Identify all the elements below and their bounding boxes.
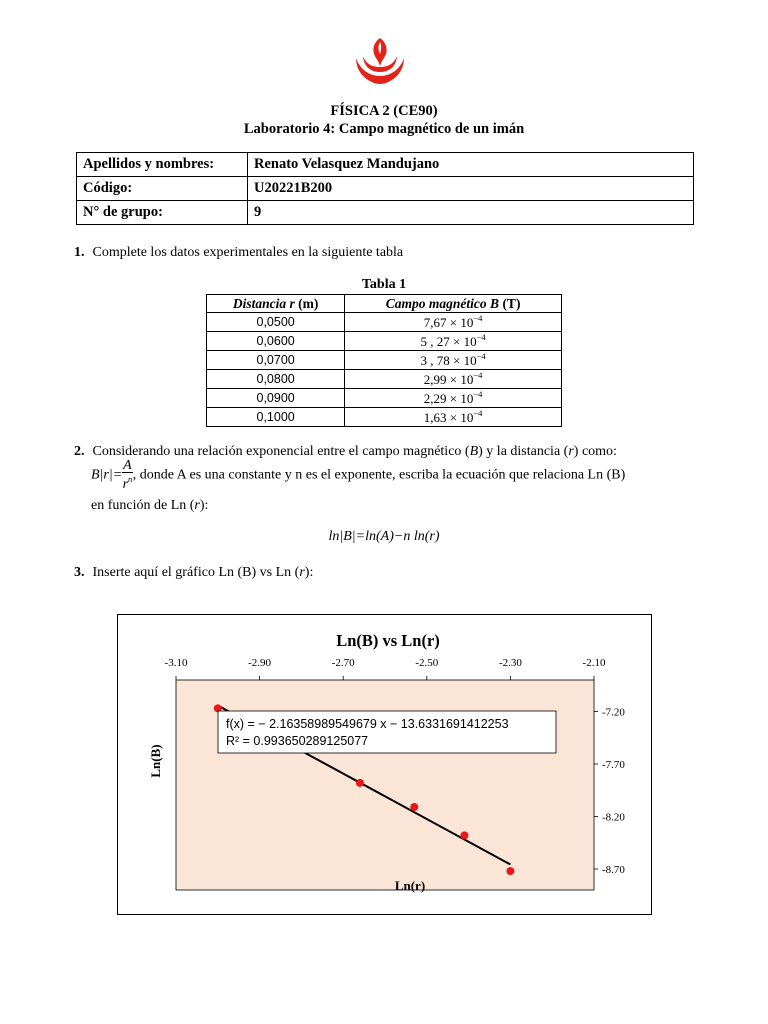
chart-svg <box>118 615 651 914</box>
chart-title: Ln(B) vs Ln(r) <box>336 631 440 650</box>
x-tick-label: -2.50 <box>415 657 439 669</box>
student-info-table <box>76 152 694 225</box>
field-cell: 3 , $78 \times 10^{-4}$ <box>345 351 562 370</box>
field-cell: 5 , $27 \times 10^{-4}$ <box>345 332 562 351</box>
data-point <box>460 831 468 839</box>
upc-logo <box>352 36 408 86</box>
col-header-distance: Distancia r (m) <box>207 295 345 313</box>
info-value: Renato Velasquez Mandujano <box>248 153 694 177</box>
x-tick-label: -3.10 <box>164 657 188 669</box>
distance-cell: 0,0700 <box>207 351 345 370</box>
info-label: N° de grupo: <box>77 201 248 225</box>
info-value: U20221B200 <box>248 177 694 201</box>
question-2-formula-line: B|r|= $\frac{A}{r^n}$ , donde A es una constante y n es el exponente, escriba la ecuación que relaciona Ln (B) <box>91 458 626 492</box>
info-row <box>77 201 694 225</box>
question-3: 3. Inserte aquí el gráfico Ln (B) vs Ln (r): <box>74 565 314 580</box>
question-number: 2. <box>74 444 85 459</box>
x-tick-label: -2.10 <box>582 657 606 669</box>
x-tick-label: -2.30 <box>498 657 522 669</box>
data-table <box>206 294 562 427</box>
y-tick-label: -8.20 <box>602 811 625 824</box>
field-cell: $7,67 \times 10^{-4}$ <box>345 313 562 332</box>
info-row <box>77 177 694 201</box>
question-2: 2. Considerando una relación exponencial entre el campo magnético (B) y la distancia (r) como: <box>74 444 617 459</box>
lab-title: Laboratorio 4: Campo magnético de un imán <box>243 121 525 137</box>
table-row <box>207 332 562 351</box>
x-tick-label: -2.90 <box>248 657 272 669</box>
data-point <box>506 867 514 875</box>
chart-container <box>117 614 652 915</box>
trend-equation: f(x) = − 2.16358989549679 x − 13.6331691412253 <box>226 717 509 731</box>
distance-cell: 0,0800 <box>207 370 345 389</box>
field-cell: $1,63 \times 10^{-4}$ <box>345 408 562 427</box>
info-label: Código: <box>77 177 248 201</box>
y-tick-label: -7.20 <box>602 706 625 719</box>
field-cell: $2,99 \times 10^{-4}$ <box>345 370 562 389</box>
info-value: 9 <box>248 201 694 225</box>
y-tick-label: -7.70 <box>602 759 625 771</box>
x-tick-label: -2.70 <box>331 657 355 669</box>
course-title: FÍSICA 2 (CE90) <box>330 103 438 119</box>
distance-cell: 0,1000 <box>207 408 345 427</box>
data-point <box>356 779 364 787</box>
table-header-row <box>207 295 562 313</box>
field-cell: $2,29 \times 10^{-4}$ <box>345 389 562 408</box>
table-row <box>207 408 562 427</box>
data-point <box>410 803 418 811</box>
y-tick-label: -8.70 <box>602 864 625 876</box>
info-row <box>77 153 694 177</box>
table-row <box>207 313 562 332</box>
distance-cell: 0,0900 <box>207 389 345 408</box>
question-text: Complete los datos experimentales en la siguiente tabla <box>92 245 404 260</box>
log-equation: ln|B|=ln(A)−n ln(r) <box>328 529 440 544</box>
formula-left: B|r|= <box>91 467 123 483</box>
question-number: 3. <box>74 565 85 580</box>
info-label: Apellidos y nombres: <box>77 153 248 177</box>
table-row <box>207 389 562 408</box>
table-caption: Tabla 1 <box>361 277 407 292</box>
table-row <box>207 370 562 389</box>
x-axis-label: Ln(r) <box>394 878 426 893</box>
distance-cell: 0,0500 <box>207 313 345 332</box>
question-1 <box>74 245 403 261</box>
y-axis-label: Ln(B) <box>148 744 163 778</box>
table-row <box>207 351 562 370</box>
formula-fraction: $\frac{A}{r^n}$ <box>122 458 133 492</box>
question-number: 1. <box>74 245 85 260</box>
distance-cell: 0,0600 <box>207 332 345 351</box>
question-2-line3: en función de Ln (r): <box>91 498 209 513</box>
r-squared: R² = 0.993650289125077 <box>226 734 369 748</box>
col-header-field: Campo magnético B (T) <box>345 295 562 313</box>
